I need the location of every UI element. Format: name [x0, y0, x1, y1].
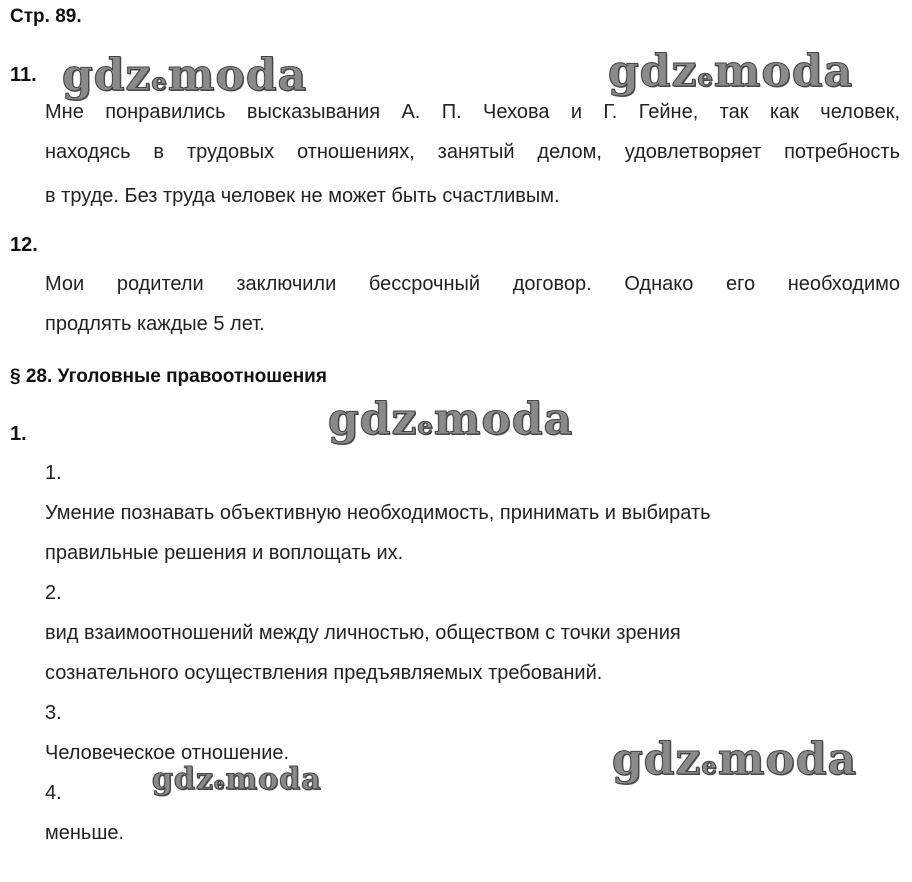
item-4-number: 4.: [45, 782, 62, 804]
question-number-12: 12.: [10, 234, 38, 256]
page-label: Стр. 89.: [10, 6, 82, 27]
answer-11-line-1: Мне понравились высказывания А. П. Чехова и Г. Гейне, так как человек,: [45, 101, 900, 123]
item-2-number: 2.: [45, 582, 62, 604]
section-question-number-1: 1.: [10, 423, 27, 445]
item-1-number: 1.: [45, 462, 62, 484]
answer-12-line-2: продлять каждые 5 лет.: [45, 313, 265, 335]
section-answer-list: [45, 453, 711, 853]
watermark-logo: gdzemoda: [152, 762, 322, 797]
answer-12: [45, 264, 900, 344]
question-number-11: 11.: [10, 64, 37, 86]
answer-11: [45, 92, 900, 216]
item-3-line-1: Человеческое отношение.: [45, 742, 290, 764]
item-1-line-1: Умение познавать объективную необходимость, принимать и выбирать: [45, 502, 711, 524]
watermark-logo: gdzemoda: [328, 394, 574, 445]
watermark-logo: gdzemoda: [608, 46, 854, 97]
item-2-line-2: сознательного осуществления предъявляемых требований.: [45, 662, 603, 684]
watermark-logo: gdzemoda: [612, 734, 858, 785]
answer-11-line-2: находясь в трудовых отношениях, занятый делом, удовлетворяет потребность: [45, 141, 900, 163]
item-4-line-1: меньше.: [45, 822, 125, 844]
answer-12-line-1: Мои родители заключили бессрочный договор. Однако его необходимо: [45, 273, 900, 295]
item-3-number: 3.: [45, 702, 62, 724]
item-1-line-2: правильные решения и воплощать их.: [45, 542, 404, 564]
watermark-logo: gdzemoda: [62, 50, 308, 101]
section-title: § 28. Уголовные правоотношения: [10, 366, 327, 387]
item-2-line-1: вид взаимоотношений между личностью, обществом с точки зрения: [45, 622, 681, 644]
answer-11-line-3: в труде. Без труда человек не может быть счастливым.: [45, 185, 560, 207]
